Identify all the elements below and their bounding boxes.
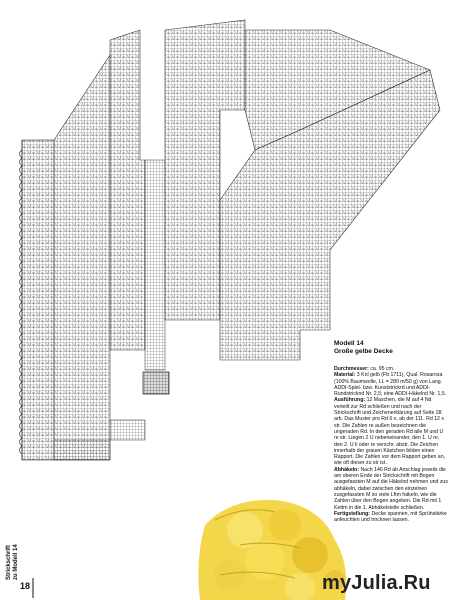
instructions-text [334, 366, 448, 523]
chart-left-strip [22, 140, 54, 460]
repeat-box [143, 372, 169, 394]
model-subtitle: Große gelbe Decke [334, 348, 393, 355]
instruction-crochet-off: Abhäkeln: Nach 146 Rd ab Anschlag jeweils die am oberen Ende der Strickschrift mit Bogen ausgefassten M auf die Häkelnd nehmen und zus abhäkeln, dabei zwischen den einzelnen zusgefassten M so viele Lftm häkeln, wie die Zahlen über den Bogen angeben. Die Rd mit 1 Kettm in die 1. Abhäkelstelle schließen. [334, 466, 448, 511]
side-caption-line1: Strickschrift [6, 544, 12, 580]
chart-right-wing [220, 30, 440, 360]
instruction-material: Material: 3 Knl gelb (Fb 1711), Qual. Rosarosa (100% Baumwolle, LL = 280 m/50 g) von Lang. ADDI-Spiel- bzw. Kunststrickrd und ADDI-Rundstricknd Nr. 2,5; eine ADDI-Häkelnd Nr. 1,5. [334, 372, 447, 398]
instruction-diameter: Durchmesser: ca. 95 cm. [334, 366, 395, 372]
chart-left-block [54, 55, 110, 460]
side-caption [6, 470, 26, 580]
page-number: 18 [20, 581, 31, 591]
chart-center-left-column [110, 30, 145, 350]
watermark: myJulia.Ru [322, 572, 431, 594]
side-caption-line2: zu Modell 14 [13, 544, 19, 580]
model-title: Modell 14 [334, 340, 364, 347]
instruction-finishing: Fertigstellung: Decke spannen, mit Sprühstärke anfeuchten und trocknen lassen. [334, 510, 447, 524]
instruction-execution: Ausführung: 12 Maschen, die M auf 4 Nd verteilt zur Rd schließen und nach der Strickschrift und Zeichenerklärung auf Seite 28 arb. Das Muster pro Rd 6 x, ab der 111. Rd 12 x str. Die Zahlen re außen bezeichnen die ungeraden Rd. In den geraden Rd alle M und U re str. Liegen 2 U nebeneinander, den 1. U re, den 2. U li oder re verschr. abstr. Die Zeichen innerhalb der grauen Kästchen bilden einen Rapport. Die Zahlen vor dem Rapport geben an, wie oft dieser zu str ist. [334, 397, 446, 467]
chart-spine [145, 160, 165, 370]
